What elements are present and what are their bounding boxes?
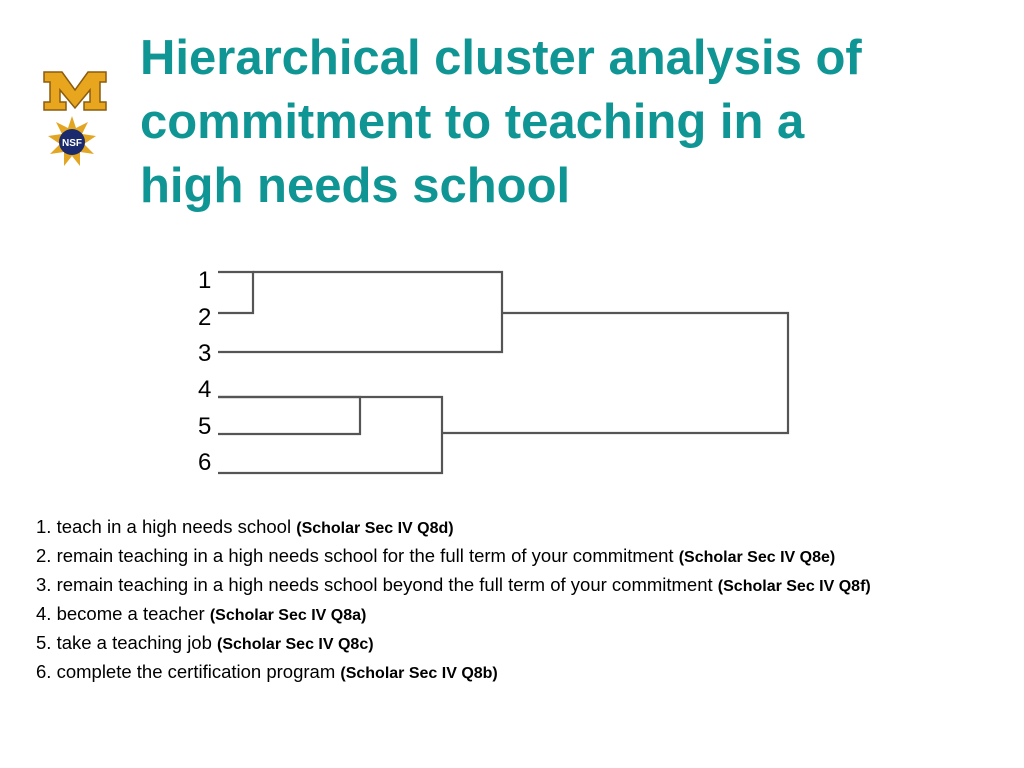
leaf-label: 5 [198, 413, 212, 440]
title-line: high needs school [140, 159, 571, 213]
branch-root [442, 313, 788, 433]
legend-item: 3. remain teaching in a high needs school beyond the full term of your commitment (Scholar Sec IV Q8f) [36, 574, 871, 595]
title-line: Hierarchical cluster analysis of [140, 31, 862, 85]
branch-12-3 [218, 272, 502, 352]
leaf-label: 3 [198, 340, 212, 367]
nsf-logo-text: NSF [62, 138, 82, 149]
leaf-label: 2 [198, 304, 212, 331]
university-m-logo [40, 62, 110, 112]
logos [40, 62, 112, 172]
legend-item: 1. teach in a high needs school (Scholar Sec IV Q8d) [36, 516, 454, 537]
item-legend [36, 514, 1011, 688]
branch-1-2 [218, 272, 253, 313]
title-line: commitment to teaching in a [140, 95, 805, 149]
legend-item: 2. remain teaching in a high needs school for the full term of your commitment (Scholar Sec IV Q8e) [36, 545, 836, 566]
legend-item: 5. take a teaching job (Scholar Sec IV Q8c) [36, 632, 374, 653]
page-title [140, 26, 1000, 218]
leaf-label: 4 [198, 376, 212, 403]
leaf-label: 6 [198, 449, 212, 476]
branch-4-5 [218, 397, 360, 434]
dendrogram [180, 255, 820, 485]
legend-item: 4. become a teacher (Scholar Sec IV Q8a) [36, 603, 367, 624]
nsf-logo [44, 114, 100, 170]
legend-item: 6. complete the certification program (Scholar Sec IV Q8b) [36, 661, 498, 682]
leaf-label: 1 [198, 267, 212, 294]
dendrogram-leaf-labels [198, 267, 211, 476]
dendrogram-branches [218, 272, 788, 473]
